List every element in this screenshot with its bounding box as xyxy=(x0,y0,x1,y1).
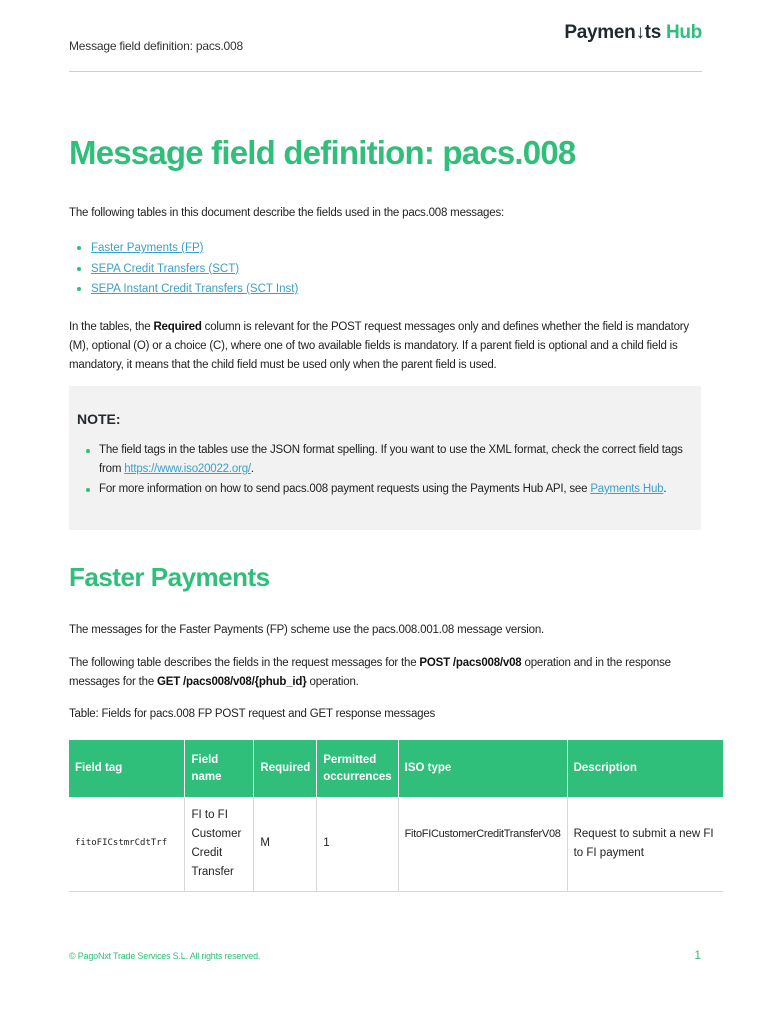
get-endpoint: GET /pacs008/v08/{phub_id} xyxy=(157,676,307,688)
fields-table xyxy=(69,740,723,892)
intro-paragraph: The following tables in this document describe the fields used in the pacs.008 messages: xyxy=(69,207,504,219)
field-name-cell: FI to FI Customer Credit Transfer xyxy=(185,797,254,891)
link-sepa-credit-transfers[interactable]: SEPA Credit Transfers (SCT) xyxy=(91,262,240,275)
note-list xyxy=(85,441,685,500)
note-item-1-end: . xyxy=(250,463,254,475)
table-header-row xyxy=(69,740,723,797)
note-item-2-text: For more information on how to send pacs.008 payment requests using the Payments Hub API, see xyxy=(99,483,591,495)
note-title: NOTE: xyxy=(77,411,121,427)
para2-text-c: operation and in the response messages for the xyxy=(69,657,671,688)
para2-text-e: operation. xyxy=(306,676,359,688)
field-tag-cell: fitoFICstmrCdtTrf xyxy=(69,797,185,891)
description-cell: Request to submit a new FI to FI payment xyxy=(567,797,723,891)
required-paragraph xyxy=(69,318,699,375)
note-item xyxy=(85,480,685,499)
required-cell: M xyxy=(254,797,317,891)
iso-type-cell: FitoFICustomerCreditTransferV08 xyxy=(398,797,567,891)
column-header: ISO type xyxy=(398,740,567,797)
link-faster-payments[interactable]: Faster Payments (FP) xyxy=(91,242,204,254)
para2-text-a: The following table describes the fields in the request messages for the xyxy=(69,657,420,669)
note-item-2-end: . xyxy=(663,483,667,495)
required-text-bold: Required xyxy=(153,321,202,333)
column-header: Field name xyxy=(185,740,254,797)
note-item-1-text: The field tags in the tables use the JSON format spelling. If you want to use the XML format, check the correct field tags from xyxy=(99,444,683,475)
occurrences-cell: 1 xyxy=(317,797,398,891)
link-sepa-instant[interactable]: SEPA Instant Credit Transfers (SCT Inst) xyxy=(91,283,299,295)
logo-text-dark: Paymen↓ts xyxy=(564,22,661,43)
column-header: Field tag xyxy=(69,740,185,797)
required-text-before: In the tables, the xyxy=(69,321,154,333)
page-header xyxy=(69,22,702,72)
note-item xyxy=(85,441,685,479)
note-box xyxy=(69,386,701,530)
column-header: Required xyxy=(254,740,317,797)
copyright-text: © PagoNxt Trade Services S.L. All rights reserved. xyxy=(69,951,261,961)
list-item xyxy=(77,238,298,259)
logo-text-accent: Hub xyxy=(665,22,702,43)
list-item xyxy=(77,259,298,280)
section-paragraph-2 xyxy=(69,654,699,692)
post-endpoint: POST /pacs008/v08 xyxy=(419,657,522,669)
header-breadcrumb: Message field definition: pacs.008 xyxy=(69,39,243,53)
iso20022-link[interactable]: https://www.iso20022.org/ xyxy=(124,463,251,475)
payments-hub-link[interactable]: Payments Hub xyxy=(590,483,664,495)
section-paragraph-1: The messages for the Faster Payments (FP) scheme use the pacs.008.001.08 message version. xyxy=(69,624,545,636)
table-caption: Table: Fields for pacs.008 FP POST request and GET response messages xyxy=(69,708,436,720)
scheme-link-list xyxy=(77,238,298,300)
page-title: Message field definition: pacs.008 xyxy=(69,134,576,171)
column-header: Description xyxy=(567,740,723,797)
payments-hub-logo xyxy=(564,22,702,44)
page-number: 1 xyxy=(694,948,701,962)
column-header: Permitted occurrences xyxy=(317,740,398,797)
section-title: Faster Payments xyxy=(69,562,270,592)
table-row xyxy=(69,797,723,891)
list-item xyxy=(77,279,298,300)
required-text-after: column is relevant for the POST request messages only and defines whether the field is mandatory (M), optional (O) or a choice (C), where one of two available fields is mandatory. If a parent field is optional and a child field is mandatory, it means that the child field must be used only when the parent field is used. xyxy=(69,321,689,371)
